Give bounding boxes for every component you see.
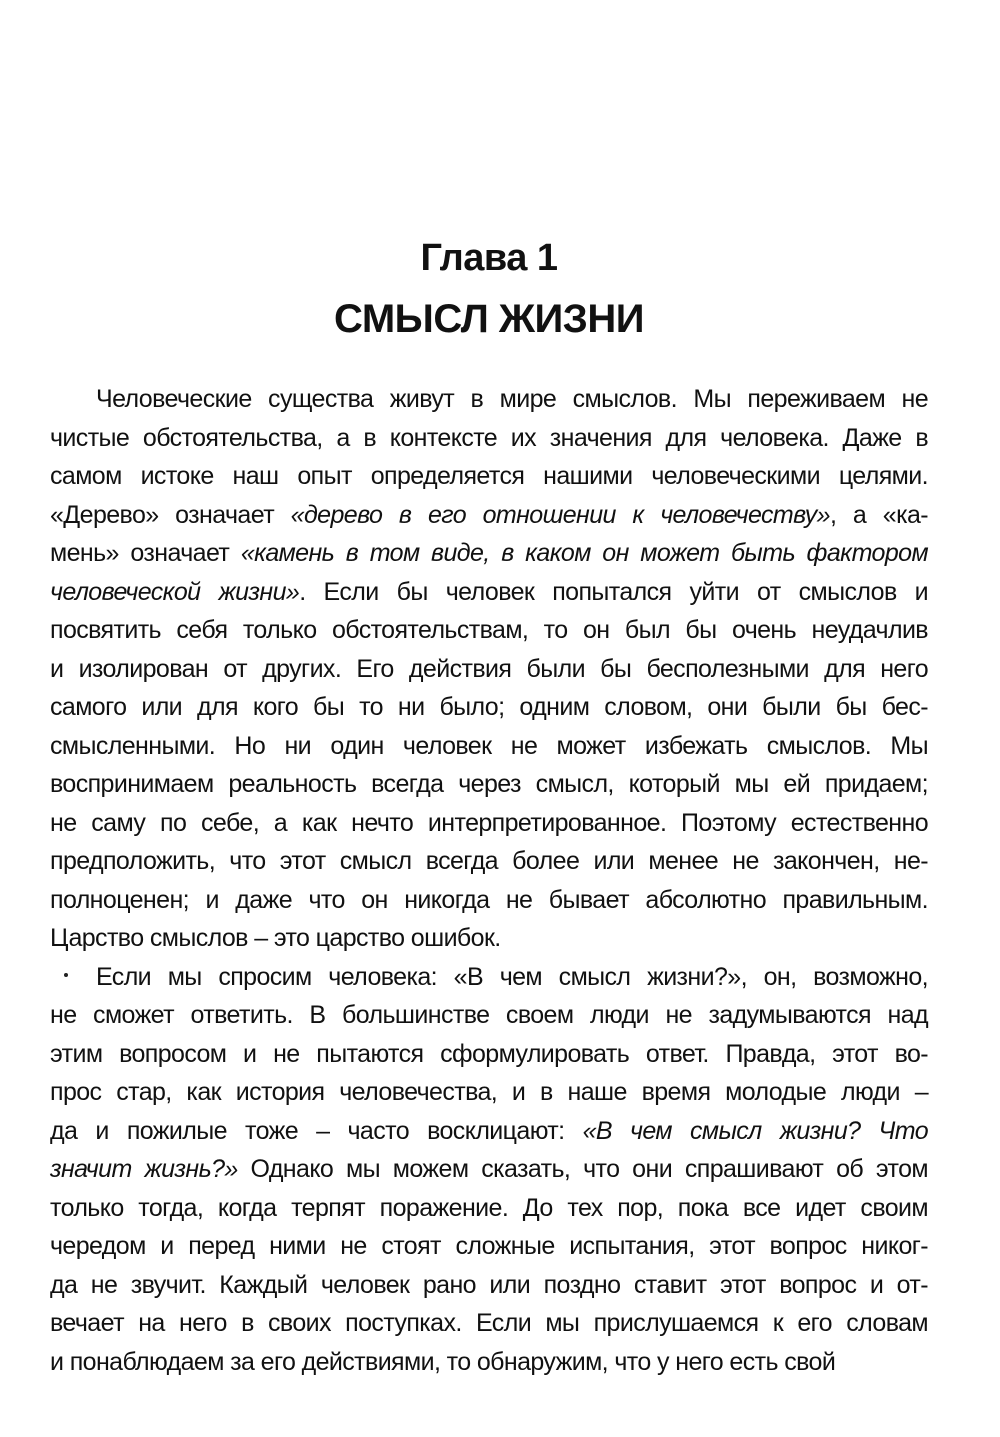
text-run: чередом и перед ними не стоят сложные испытания, этот вопрос никог- <box>50 1232 928 1260</box>
margin-mark <box>64 973 68 977</box>
text-run: полноценен; и даже что он никогда не бывает абсолютно правильным. <box>50 885 928 914</box>
text-run: предположить, что этот смысл всегда более или менее не закончен, не- <box>50 847 928 875</box>
text-line <box>50 996 928 1035</box>
text-run: «Дерево» означает <box>50 500 291 529</box>
text-run: Если мы спросим человека: «В чем смысл жизни?», он, возможно, <box>96 962 928 991</box>
text-run: чистые обстоятельства, а в контексте их значения для человека. Даже в <box>50 423 928 452</box>
italic-text: значит жизнь?» <box>50 1155 238 1183</box>
text-line <box>50 765 928 804</box>
text-line <box>50 1227 928 1266</box>
text-run: и понаблюдаем за его действиями, то обнаружим, что у него есть свой <box>50 1347 836 1376</box>
text-line <box>50 881 928 920</box>
text-line <box>50 804 928 843</box>
chapter-title: СМЫСЛ ЖИЗНИ <box>333 297 644 341</box>
text-line <box>50 1189 928 1228</box>
text-line <box>50 842 928 881</box>
text-line <box>50 611 928 650</box>
text-line <box>50 1112 928 1151</box>
text-line <box>50 380 928 419</box>
text-run: вечает на него в своих поступках. Если мы прислушаемся к его словам <box>50 1309 928 1337</box>
book-page <box>50 0 928 1437</box>
text-run: Однако мы можем сказать, что они спрашивают об этом <box>237 1155 928 1183</box>
text-line <box>50 1150 928 1189</box>
paragraph <box>50 958 928 1382</box>
text-run: и изолирован от других. Его действия были бы бесполезными для него <box>50 654 928 683</box>
text-line <box>50 534 928 573</box>
text-run: самом истоке наш опыт определяется нашими человеческими целями. <box>50 462 928 490</box>
text-run: не саму по себе, а как нечто интерпретированное. Поэтому естественно <box>50 808 928 837</box>
text-run: . Если бы человек попытался уйти от смыслов и <box>299 577 929 606</box>
chapter-label: Глава 1 <box>420 237 558 279</box>
text-run: да не звучит. Каждый человек рано или поздно ставит этот вопрос и от- <box>50 1270 928 1299</box>
text-run: прос стар, как история человечества, и в наше время молодые люди – <box>50 1078 928 1106</box>
text-line <box>50 650 928 689</box>
text-run: , а «ка- <box>829 500 929 529</box>
text-line <box>50 688 928 727</box>
text-line <box>50 496 928 535</box>
italic-text: «В чем смысл жизни? Что <box>582 1116 929 1145</box>
text-run: Царство смыслов – это царство ошибок. <box>50 924 501 952</box>
text-line <box>50 727 928 766</box>
text-line <box>50 919 928 958</box>
text-run: только тогда, когда терпят поражение. До тех пор, пока все идет своим <box>50 1193 928 1222</box>
text-run: не сможет ответить. В большинстве своем люди не задумываются над <box>50 1001 928 1029</box>
text-run: воспринимаем реальность всегда через смысл, который мы ей придаем; <box>50 770 928 798</box>
italic-text: «дерево в его отношении к человечеству» <box>290 500 830 529</box>
text-line <box>50 1304 928 1343</box>
text-line <box>50 1035 928 1074</box>
text-line <box>50 419 928 458</box>
text-run: мень» означает <box>50 539 241 567</box>
text-line <box>50 573 928 612</box>
text-run: Человеческие существа живут в мире смыслов. Мы переживаем не <box>96 385 928 413</box>
text-line <box>50 1073 928 1112</box>
text-run: да и пожилые тоже – часто восклицают: <box>50 1116 583 1145</box>
text-run: смысленными. Но ни один человек не может избежать смыслов. Мы <box>50 731 928 760</box>
text-run: этим вопросом и не пытаются сформулировать ответ. Правда, этот во- <box>50 1039 928 1068</box>
text-line <box>50 457 928 496</box>
text-line <box>50 1266 928 1305</box>
text-line <box>50 1343 928 1382</box>
text-line <box>50 958 928 997</box>
italic-text: «камень в том виде, в каком он может быть фактором <box>240 539 928 567</box>
body-text <box>50 380 928 1381</box>
text-run: самого или для кого бы то ни было; одним словом, они были бы бес- <box>50 693 928 721</box>
italic-text: человеческой жизни» <box>50 577 300 606</box>
paragraph <box>50 380 928 958</box>
text-run: посвятить себя только обстоятельствам, то он был бы очень неудачлив <box>50 616 928 644</box>
